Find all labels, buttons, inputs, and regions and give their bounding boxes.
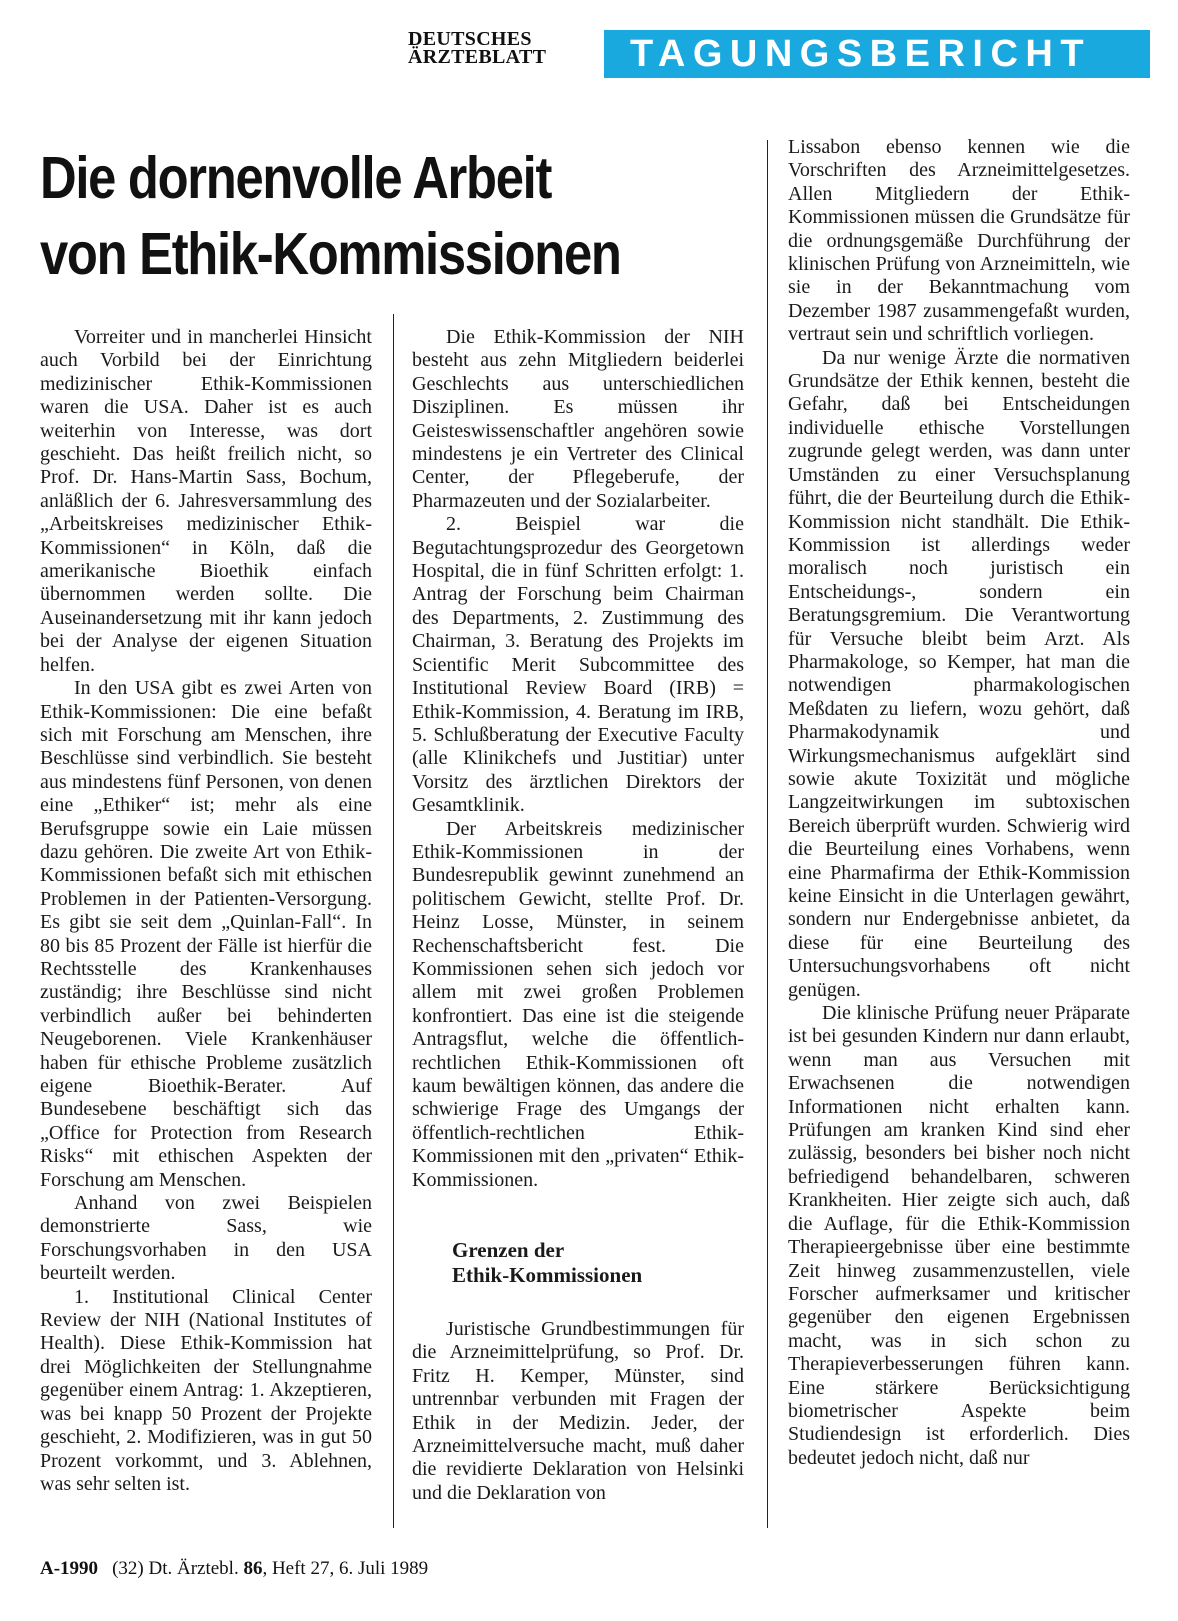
- paragraph: Lissabon ebenso kennen wie die Vorschriften des Arzneimittelgesetzes. Allen Mitgliedern der Ethik-Kommissionen müssen die Grundsätze für die ordnungsgemäße Durchführung der klinischen Prüfung von Arzneimitteln, wie sie in der Bekanntmachung vom Dezember 1987 zusammengefaßt wurden, vertraut sein und schriftlich vorliegen.: [788, 136, 1130, 346]
- masthead-line-2: ÄRZTEBLATT: [408, 46, 547, 68]
- volume-number: 86: [243, 1558, 263, 1579]
- citation-suffix: , Heft 27, 6. Juli 1989: [262, 1558, 429, 1579]
- paragraph: Die klinische Prüfung neuer Präparate ist bei gesunden Kindern nur dann erlaubt, wenn man aus Versuchen mit Erwachsenen die notwendigen Informationen nicht erhalten kann. Prüfungen am kranken Kind sind eher zulässig, besonders bei bisher noch nicht befriedigend behandelbaren, schweren Krankheiten. Hier zeigte sich auch, daß die Auflage, für die Ethik-Kommission Therapieergebnisse über eine bestimmte Zeit hinweg zusammenzustellen, viele Forscher aufmerksamer und kritischer gegenüber den eigenen Ergebnissen macht, was in sich schon zu Therapieverbesserungen führen kann. Eine stärkere Berücksichtigung biometrischer Aspekte beim Studiendesign ist erforderlich. Dies bedeutet jedoch nicht, daß nur: [788, 1002, 1130, 1469]
- subheading-line-1: Grenzen der: [452, 1238, 565, 1263]
- masthead-logo: [408, 30, 596, 66]
- article-column-1: [40, 326, 372, 1496]
- column-divider-1: [393, 314, 394, 1528]
- paragraph: Da nur wenige Ärzte die normativen Grundsätze der Ethik kennen, besteht die Gefahr, daß bei Entscheidungen individuelle ethische Vorstellungen zugrunde gelegt werden, was dann unter Umständen zu einer Versuchsplanung führt, die der Beurteilung durch die Ethik-Kommission nicht standhält. Die Ethik-Kommission ist allerdings weder moralisch noch juristisch ein Entscheidungs-, sondern ein Beratungsgremium. Die Verantwortung für Versuche bleibt beim Arzt. Als Pharmakologe, so Kemper, hat man die notwendigen pharmakologischen Meßdaten zu liefern, wozu gehört, daß Pharmakodynamik und Wirkungsmechanismus aufgeklärt sind sowie akute Toxizität und mögliche Langzeitwirkungen im subtoxischen Bereich überprüft wurden. Schwierig wird die Beurteilung eines Vorhabens, wenn eine Pharmafirma der Ethik-Kommission keine Einsicht in die Unterlagen gewährt, sondern nur Endergebnisse anbietet, da diese für eine Beurteilung des Untersuchungsvorhabens oft nicht genügen.: [788, 346, 1130, 1001]
- masthead-line-1: DEUTSCHES: [408, 28, 532, 50]
- page-footer: [40, 1558, 428, 1580]
- paragraph: 2. Beispiel war die Begutachtungsprozedur des Georgetown Hospital, die in fünf Schritten erfolgt: 1. Antrag der Forschung beim Chairman des Departments, 2. Zustimmung des Chairman, 3. Beratung des Projekts im Scientific Merit Subcommittee des Institutional Review Board (IRB) = Ethik-Kommission, 4. Beratung im IRB, 5. Schlußberatung der Executive Faculty (alle Klinikchefs und Justitiar) unter Vorsitz des ärztlichen Direktors der Gesamtklinik.: [412, 513, 744, 817]
- section-banner: TAGUNGSBERICHT: [604, 30, 1150, 78]
- subheading-line-2: Ethik-Kommissionen: [452, 1263, 643, 1288]
- section-subheading: [452, 1238, 744, 1288]
- page-number: A-1990: [40, 1558, 99, 1579]
- article-column-3: [788, 136, 1130, 1470]
- paragraph: 1. Institutional Clinical Center Review der NIH (National Institutes of Health). Diese Ethik-Kommission hat drei Möglichkeiten der Stellungnahme gegenüber einem Antrag: 1. Akzeptieren, was bei knapp 50 Prozent der Projekte geschieht, 2. Modifizieren, was in gut 50 Prozent vorkommt, und 3. Ablehnen, was sehr selten ist.: [40, 1285, 372, 1495]
- headline-line-2: von Ethik-Kommissionen: [40, 221, 621, 287]
- paragraph: Vorreiter und in mancherlei Hinsicht auch Vorbild bei der Einrichtung medizinischer Ethik-Kommissionen waren die USA. Daher ist es auch weiterhin von Interesse, was dort geschieht. Das heißt freilich nicht, so Prof. Dr. Hans-Martin Sass, Bochum, anläßlich der 6. Jahresversammlung des „Arbeitskreises medizinischer Ethik-Kommissionen“ in Köln, daß die amerikanische Bioethik einfach übernommen werden sollte. Die Auseinandersetzung mit ihr kann jedoch bei der Analyse der eigenen Situation helfen.: [40, 326, 372, 676]
- paragraph: Juristische Grundbestimmungen für die Arzneimittelprüfung, so Prof. Dr. Fritz H. Kemper, Münster, sind untrennbar verbunden mit Fragen der Ethik in der Medizin. Jeder, der Arzneimittelversuche macht, muß daher die revidierte Deklaration von Helsinki und die Deklaration von: [412, 1318, 744, 1504]
- paragraph: Die Ethik-Kommission der NIH besteht aus zehn Mitgliedern beiderlei Geschlechts aus unterschiedlichen Disziplinen. Es müssen ihr Geisteswissenschaftler angehören sowie mindestens je ein Vertreter des Clinical Center, der Pflegeberufe, der Pharmazeuten und der Sozialarbeiter.: [412, 326, 744, 512]
- headline: [40, 140, 659, 292]
- citation-prefix: (32) Dt. Ärztebl.: [112, 1558, 239, 1579]
- paragraph: Anhand von zwei Beispielen demonstrierte Sass, wie Forschungsvorhaben in den USA beurteilt werden.: [40, 1192, 372, 1285]
- column-divider-2: [767, 140, 768, 1528]
- paragraph: In den USA gibt es zwei Arten von Ethik-Kommissionen: Die eine befaßt sich mit Forschung am Menschen, ihre Beschlüsse sind verbindlich. Sie besteht aus mindestens fünf Personen, von denen eine „Ethiker“ ist; mehr als eine Berufsgruppe sowie ein Laie müssen dazu gehören. Die zweite Art von Ethik-Kommissionen befaßt sich mit ethischen Problemen in der Patienten-Versorgung. Es gibt sie seit dem „Quinlan-Fall“. In 80 bis 85 Prozent der Fälle ist hierfür die Rechtsstelle des Krankenhauses zuständig; ihre Beschlüsse sind nicht verbindlich außer bei behinderten Neugeborenen. Viele Krankenhäuser haben für ethische Probleme zusätzlich eigene Bioethik-Berater. Auf Bundesebene beschäftigt sich das „Office for Protection from Research Risks“ mit ethischen Aspekten der Forschung am Menschen.: [40, 677, 372, 1191]
- paragraph: Der Arbeitskreis medizinischer Ethik-Kommissionen in der Bundesrepublik gewinnt zunehmend an politischem Gewicht, stellte Prof. Dr. Heinz Losse, Münster, in seinem Rechenschaftsbericht fest. Die Kommissionen sehen sich jedoch vor allem mit zwei großen Problemen konfrontiert. Das eine ist die steigende Antragsflut, welche die öffentlich-rechtlichen Ethik-Kommissionen oft kaum bewältigen können, das andere die schwierige Frage des Umgangs der öffentlich-rechtlichen Ethik-Kommissionen mit den „privaten“ Ethik-Kommissionen.: [412, 817, 744, 1191]
- article-column-2: [412, 326, 744, 1505]
- headline-line-1: Die dornenvolle Arbeit: [40, 145, 552, 211]
